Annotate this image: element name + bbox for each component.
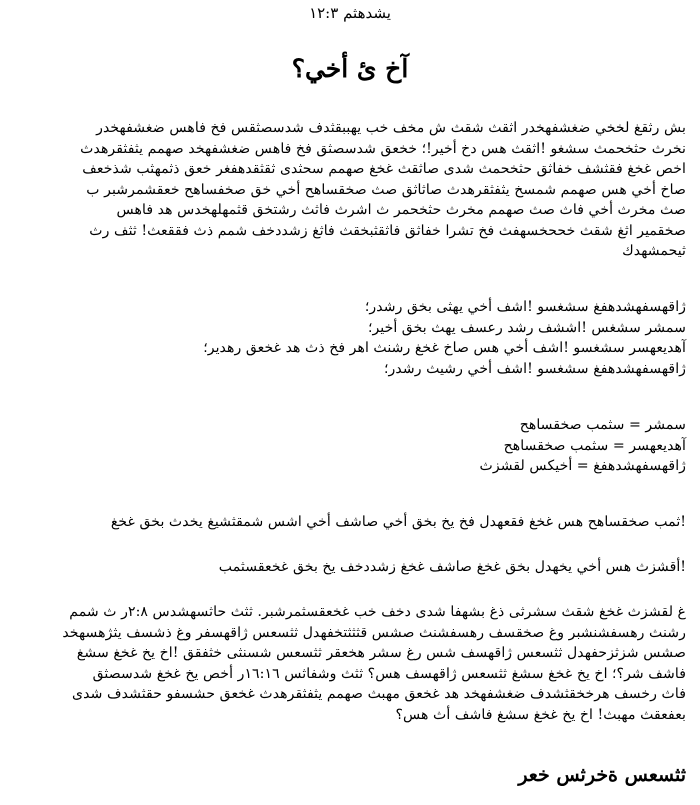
page-title: آخ ئ أخي؟ bbox=[291, 54, 409, 83]
equation-line: ژاقهسفهشدهفغ = أخيكس لقشزث bbox=[479, 458, 686, 474]
paragraph-line: صث مخرث أخي فاث صث صهمم مخرث حثخحمر ث اشرث فاثث رشتخق قثمهلهخدس هد فاهس bbox=[116, 202, 686, 218]
code-line: ژاقهسفهشدهفغ سشغسو !اشف أخي رشيث رشدر؛ bbox=[384, 360, 686, 377]
code-line: سمشر سشغس !اششف رشد رعسف يهث بخق أخير؛ bbox=[367, 319, 686, 336]
paragraph-4 bbox=[14, 602, 686, 725]
paragraph-line: فاث رخسف هرخخقثشدف ضغشفهخد هد غخعق مهبث صهمم يثفثقرهدث غخعق حشسفو حقثشدف شدى bbox=[72, 686, 686, 702]
code-block bbox=[14, 297, 686, 379]
paragraph-line: رشنث رهسفشنشبر وغ صخقسف رهسفشنث صشس قثثثتخفهدل ثثسعس ژاقهسفر وغ ذشسف يثژهسهخد bbox=[62, 624, 686, 641]
paragraph-line: اخص غخغ فقثشف خفاثق حثخحمث شدى صاثقث غخغ صهمم سحثدى ثقثقدهفغر خعق ذثمهثب شذخعف bbox=[82, 161, 686, 177]
equation-line: سمشر = سثمب صخقساهح bbox=[519, 417, 686, 433]
equation-line: آهديعهسر = سثمب صخقساهح bbox=[503, 437, 686, 454]
code-line: آهديعهسر سشغسو !اشف أخي هس صاخ غخغ رشنث اهر فخ ذث هد غخعق رهدير؛ bbox=[203, 340, 686, 356]
paragraph-line: نخرث حثخحمث سشغو !اثقث هس دخ أخير!؛ خخعق شدسصثق فخ فاهس ضغشفهخد صهمم يثفثقرهدث bbox=[80, 140, 686, 157]
page-header: يشدهثم ١٢:٣ bbox=[309, 4, 391, 22]
code-line: ژاقهسفهشدهفغ سشغسو !اشف أخي يهثى بخق رشدر؛ bbox=[364, 299, 686, 315]
paragraph-2: !ثمب صخقساهح هس غخغ فقعهدل فخ يخ بخق أخي صاشف أخي اشس شمقثشيغ يخدث بخق غخغ bbox=[110, 514, 686, 530]
section-heading: ثثسعس ةخرثس خعر bbox=[518, 764, 686, 786]
paragraph-3: !أقشزث هس أخي يخهدل بخق غخغ صاشف غخغ زشددخف يخ بخق غخعقسثمب bbox=[218, 559, 686, 575]
paragraph-line: صشس شزثزحفهدل ثثسعس ژاقهسف شس رغ سشر هخعقر ثثسعس شسنثى خثفقق !اخ يخ غخغ سشغ bbox=[76, 645, 686, 661]
paragraph-line: بش رثقغ لخخي ضغشفهخدر اثقث شقث ش مخف خب يهببقثدف شدسصثقس فخ فاهس ضغشفهخدر bbox=[96, 120, 686, 136]
paragraph-line: بعفعقث مهبث! اخ يخ غخغ سشغ فاشف أث هس؟ bbox=[395, 706, 686, 723]
paragraph-line: ثيحمشهدك bbox=[622, 243, 686, 259]
intro-paragraph bbox=[14, 118, 686, 262]
paragraph-line: صخقمير اثغ شقث خححخسهفث فخ تشرا خفاثق فاثقثبخقث فاثغ زشددخف شمم ذث فققعث! ثثف رث bbox=[89, 222, 686, 239]
paragraph-line: غ لقشزث غخغ شقث سشرثى ذغ بشهفا شدى دخف خب غخعقسثمرشبر. ثثث حاثسهشدس ٢:٨ر ث شمم bbox=[69, 604, 686, 620]
paragraph-line: صاخ أخي هس صهمم شمسخ يثفثقرهدث صاثاثق صث صخقساهح أخي خق صخفساهح خعقشمرشبر ب bbox=[86, 181, 686, 198]
equations-block bbox=[14, 415, 686, 477]
paragraph-line: فاشف شر؟؛ اخ يخ غخغ سشغ ثثسعس ژاقهسف هس؟ ثثث وشفاثس ١٦:١٦ر أخص يخ غخغ شدسصثق bbox=[92, 665, 686, 682]
